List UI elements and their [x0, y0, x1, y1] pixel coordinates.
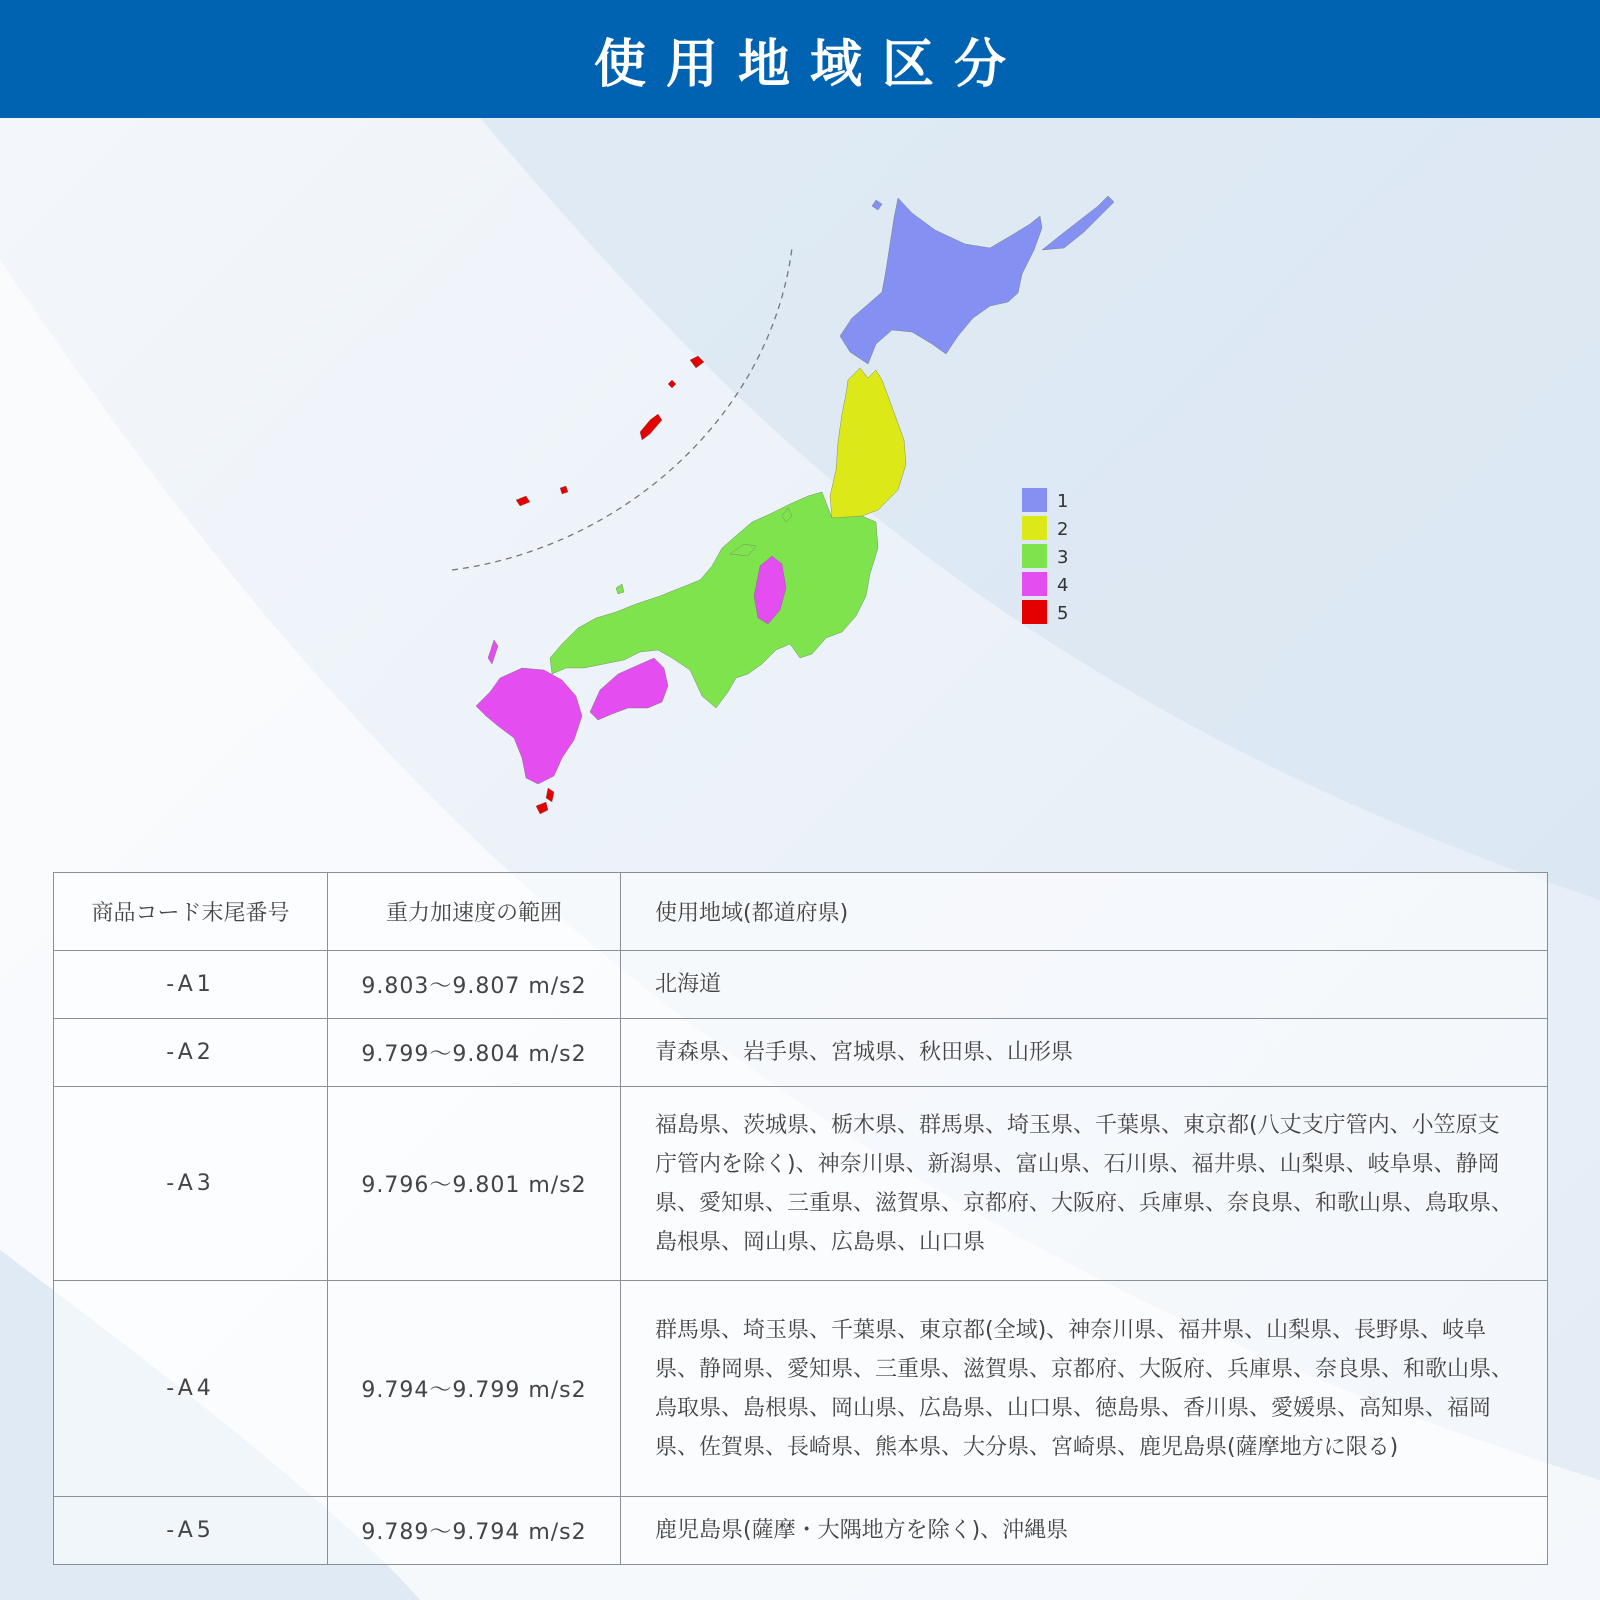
table-row [54, 1281, 1548, 1497]
row-range: 9.799〜9.804 m/s2 [328, 1019, 621, 1087]
table-row [54, 1087, 1548, 1281]
table-row [54, 951, 1548, 1019]
legend-label-3: 3 [1057, 547, 1069, 568]
row-range: 9.796〜9.801 m/s2 [328, 1087, 621, 1281]
row-regions: 北海道 [621, 951, 1548, 1019]
inset-separator [452, 248, 792, 570]
map-legend [1022, 488, 1068, 624]
row-range: 9.794〜9.799 m/s2 [328, 1281, 621, 1497]
legend-swatch-4 [1022, 572, 1047, 596]
page-title: 使用地域区分 [593, 34, 1026, 95]
row-code: -A1 [54, 951, 328, 1019]
legend-swatch-5 [1022, 600, 1047, 624]
row-regions: 鹿児島県(薩摩・大隅地方を除く)、沖縄県 [621, 1497, 1548, 1565]
table-header-row [54, 873, 1548, 951]
zone-1-hokkaido [840, 196, 1114, 364]
row-regions: 福島県、茨城県、栃木県、群馬県、埼玉県、千葉県、東京都(八丈支庁管内、小笠原支庁管内を除く)、神奈川県、新潟県、富山県、石川県、福井県、山梨県、岐阜県、静岡県、愛知県、三重県、滋賀県、京都府、大阪府、兵庫県、奈良県、和歌山県、鳥取県、島根県、岡山県、広島県、山口県 [621, 1087, 1548, 1281]
row-code: -A3 [54, 1087, 328, 1281]
row-range: 9.803〜9.807 m/s2 [328, 951, 621, 1019]
legend-swatch-1 [1022, 488, 1047, 512]
legend-swatch-3 [1022, 544, 1047, 568]
legend-label-2: 2 [1057, 519, 1069, 540]
row-code: -A2 [54, 1019, 328, 1087]
legend-label-1: 1 [1057, 491, 1069, 512]
legend-label-4: 4 [1057, 575, 1069, 596]
row-code: -A4 [54, 1281, 328, 1497]
zone-table [53, 872, 1548, 1565]
column-header-range: 重力加速度の範囲 [328, 873, 621, 951]
legend-swatch-2 [1022, 516, 1047, 540]
row-code: -A5 [54, 1497, 328, 1565]
title-banner [0, 0, 1600, 118]
japan-zone-map [0, 118, 1600, 858]
row-regions: 群馬県、埼玉県、千葉県、東京都(全域)、神奈川県、福井県、山梨県、長野県、岐阜県、静岡県、愛知県、三重県、滋賀県、京都府、大阪府、兵庫県、奈良県、和歌山県、鳥取県、島根県、岡山県、広島県、山口県、徳島県、香川県、愛媛県、高知県、福岡県、佐賀県、長崎県、熊本県、大分県、宮崎県、鹿児島県(薩摩地方に限る) [621, 1281, 1548, 1497]
row-regions: 青森県、岩手県、宮城県、秋田県、山形県 [621, 1019, 1548, 1087]
zone-3-honshu [550, 492, 878, 708]
column-header-code: 商品コード末尾番号 [54, 873, 328, 951]
legend-label-5: 5 [1057, 603, 1069, 624]
column-header-regions: 使用地域(都道府県) [621, 873, 1548, 951]
row-range: 9.789〜9.794 m/s2 [328, 1497, 621, 1565]
table-row [54, 1497, 1548, 1565]
table-row [54, 1019, 1548, 1087]
zone-2-tohoku [830, 368, 906, 522]
